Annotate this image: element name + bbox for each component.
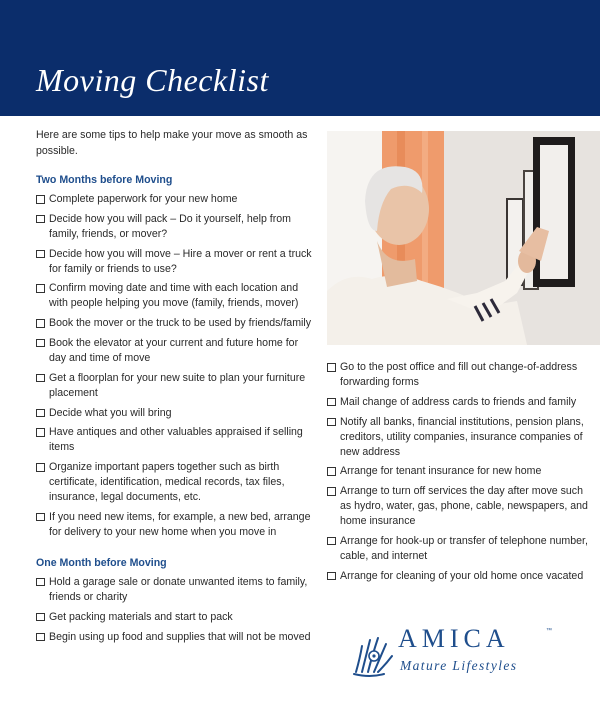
- checkbox-icon[interactable]: [327, 418, 336, 427]
- checklist-item[interactable]: Notify all banks, financial institutions, pension plans, creditors, utility companies, insurance companies of new address: [327, 415, 589, 460]
- checkbox-icon[interactable]: [36, 374, 45, 383]
- checklist-item[interactable]: Have antiques and other valuables appraised if selling items: [36, 425, 316, 455]
- checklist-item[interactable]: Book the elevator at your current and future home for day and time of move: [36, 336, 316, 366]
- checkbox-icon[interactable]: [36, 578, 45, 587]
- checklist-item[interactable]: Go to the post office and fill out change-of-address forwarding forms: [327, 360, 589, 390]
- logo-trademark: ™: [546, 628, 552, 634]
- checklist-item[interactable]: Decide how you will pack – Do it yourself, help from family, friends, or mover?: [36, 212, 316, 242]
- checkbox-icon[interactable]: [327, 467, 336, 476]
- checkbox-icon[interactable]: [36, 613, 45, 622]
- checklist-item[interactable]: Get packing materials and start to pack: [36, 610, 316, 625]
- checkbox-icon[interactable]: [36, 463, 45, 472]
- photo-woman-hanging-picture: [327, 131, 600, 345]
- checkbox-icon[interactable]: [36, 195, 45, 204]
- checklist-item[interactable]: Get a floorplan for your new suite to plan your furniture placement: [36, 371, 316, 401]
- checklist-item[interactable]: Decide what you will bring: [36, 406, 316, 421]
- checkbox-icon[interactable]: [327, 398, 336, 407]
- checklist-item[interactable]: Complete paperwork for your new home: [36, 192, 316, 207]
- checkbox-icon[interactable]: [36, 409, 45, 418]
- checklist-item[interactable]: Begin using up food and supplies that will not be moved: [36, 630, 316, 645]
- checklist-item[interactable]: Arrange to turn off services the day after move such as hydro, water, gas, phone, cable, newspapers, and home insurance: [327, 484, 589, 529]
- checklist-item[interactable]: Hold a garage sale or donate unwanted items to family, friends or charity: [36, 575, 316, 605]
- checklist-item[interactable]: Confirm moving date and time with each location and with people helping you move (family, friends, mover): [36, 281, 316, 311]
- checkbox-icon[interactable]: [36, 319, 45, 328]
- logo-wordmark: AMICA: [398, 624, 510, 653]
- checkbox-icon[interactable]: [327, 487, 336, 496]
- checklist-item[interactable]: Book the mover or the truck to be used by friends/family: [36, 316, 316, 331]
- checklist-item[interactable]: Arrange for cleaning of your old home once vacated: [327, 569, 589, 584]
- amica-hand-flower-icon: [350, 628, 396, 678]
- checklist-item[interactable]: Arrange for hook-up or transfer of telephone number, cable, and internet: [327, 534, 589, 564]
- checkbox-icon[interactable]: [327, 572, 336, 581]
- checklist-continued: [327, 360, 589, 584]
- checklist-item[interactable]: Arrange for tenant insurance for new home: [327, 464, 589, 479]
- checkbox-icon[interactable]: [36, 339, 45, 348]
- checklist-item[interactable]: Mail change of address cards to friends and family: [327, 395, 589, 410]
- checkbox-icon[interactable]: [36, 215, 45, 224]
- photo-illustration: [327, 131, 600, 345]
- checklist-two-months: [36, 192, 316, 540]
- intro-text: Here are some tips to help make your move as smooth as possible.: [36, 129, 308, 157]
- checklist-item[interactable]: If you need new items, for example, a new bed, arrange for delivery to your new home when you move in: [36, 510, 316, 540]
- checkbox-icon[interactable]: [36, 428, 45, 437]
- amica-logo: [350, 622, 570, 682]
- checkbox-icon[interactable]: [36, 284, 45, 293]
- checkbox-icon[interactable]: [36, 250, 45, 259]
- header-banner: [0, 0, 600, 116]
- page-title: Moving Checklist: [36, 62, 269, 98]
- checkbox-icon[interactable]: [36, 513, 45, 522]
- section-title-one-month: One Month before Moving: [36, 556, 167, 569]
- checkbox-icon[interactable]: [327, 363, 336, 372]
- section-title-two-months: Two Months before Moving: [36, 174, 173, 186]
- right-column: [327, 360, 589, 589]
- checkbox-icon[interactable]: [36, 633, 45, 642]
- checklist-item[interactable]: Organize important papers together such as birth certificate, identification, medical records, tax files, insurance, legal documents, etc.: [36, 460, 316, 505]
- left-column: [36, 128, 316, 649]
- checklist-item[interactable]: Decide how you will move – Hire a mover or rent a truck for family or friends to use?: [36, 247, 316, 277]
- checkbox-icon[interactable]: [327, 537, 336, 546]
- logo-tagline: Mature Lifestyles: [400, 658, 518, 673]
- checklist-one-month: [36, 575, 316, 645]
